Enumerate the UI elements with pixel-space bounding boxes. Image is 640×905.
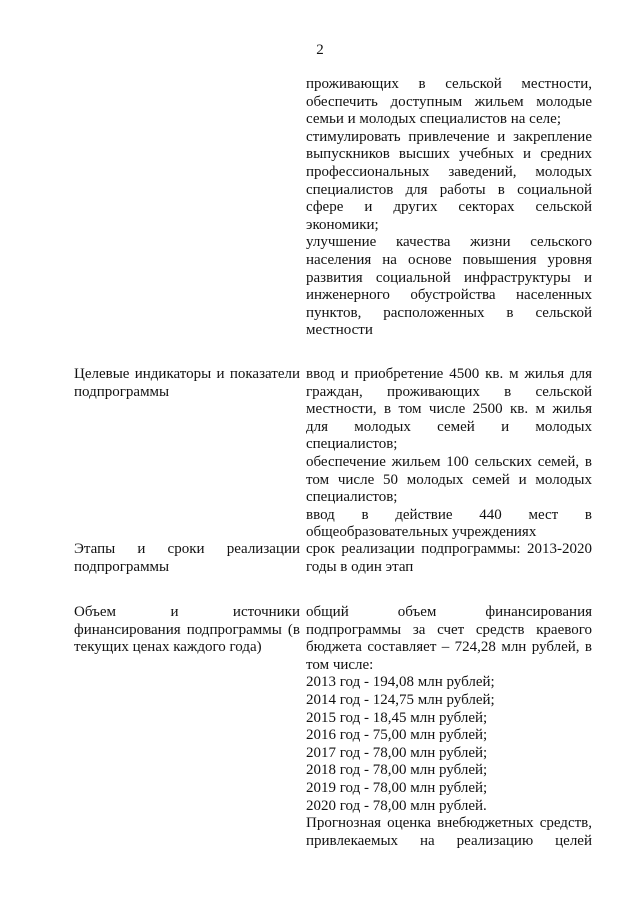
text-line: общий объем финансирования xyxy=(306,604,592,620)
text-line: населения на основе повышения уровня xyxy=(306,251,592,268)
text-line: ввод и приобретение 4500 кв. м жилья для xyxy=(306,366,592,382)
text-line: бюджета составляет – 724,28 млн рублей, в xyxy=(306,639,592,656)
text-line: Объем и источники xyxy=(74,604,300,620)
text-line: выпускников высших учебных и средних xyxy=(306,146,592,163)
text-line: 2019 год - 78,00 млн рублей; xyxy=(306,779,488,796)
text-line: для молодых семей и молодых xyxy=(306,418,592,435)
text-line: ввод в действие 440 мест в xyxy=(306,506,592,523)
text-line: текущих ценах каждого года) xyxy=(74,639,262,656)
text-line: 2015 год - 18,45 млн рублей; xyxy=(306,709,488,726)
goals-continuation xyxy=(306,76,592,340)
text-line: местности, в том числе 2500 кв. м жилья xyxy=(306,401,592,418)
funding-value xyxy=(306,604,592,850)
text-line: семьи и молодых специалистов на селе; xyxy=(306,111,561,128)
text-line: сфере и других секторах сельской xyxy=(306,199,592,216)
text-line: профессиональных заведений, молодых xyxy=(306,163,592,180)
text-line: срок реализации подпрограммы: 2013-2020 xyxy=(306,541,592,557)
indicators-value xyxy=(306,366,592,542)
text-line: финансирования подпрограммы (в xyxy=(74,621,300,638)
text-line: 2014 год - 124,75 млн рублей; xyxy=(306,691,495,708)
text-line: Этапы и сроки реализации xyxy=(74,541,300,557)
text-line: местности xyxy=(306,322,373,339)
text-line: специалистов для работы в социальной xyxy=(306,181,592,198)
stages-label xyxy=(74,541,300,576)
funding-label xyxy=(74,604,300,657)
text-line: общеобразовательных учреждениях xyxy=(306,524,537,541)
text-line: 2013 год - 194,08 млн рублей; xyxy=(306,674,495,691)
text-line: 2017 год - 78,00 млн рублей; xyxy=(306,744,488,761)
page-number: 2 xyxy=(316,42,324,58)
text-line: 2018 год - 78,00 млн рублей; xyxy=(306,762,488,779)
text-line: проживающих в сельской местности, xyxy=(306,76,592,92)
text-line: улучшение качества жизни сельского xyxy=(306,234,592,251)
text-line: Прогнозная оценка внебюджетных средств, xyxy=(306,815,592,832)
text-line: стимулировать привлечение и закрепление xyxy=(306,128,592,145)
text-line: 2016 год - 75,00 млн рублей; xyxy=(306,727,488,744)
text-line: обеспечение жильем 100 сельских семей, в xyxy=(306,453,592,470)
text-line: развития социальной инфраструктуры и xyxy=(306,269,592,286)
stages-value xyxy=(306,541,592,576)
text-line: инженерного обустройства населенных xyxy=(306,287,592,304)
text-line: подпрограммы xyxy=(74,383,170,400)
text-line: Целевые индикаторы и показатели xyxy=(74,366,300,382)
text-line: пунктов, расположенных в сельской xyxy=(306,304,592,321)
text-line: специалистов; xyxy=(306,489,398,506)
text-line: обеспечить доступным жильем молодые xyxy=(306,93,592,110)
text-line: специалистов; xyxy=(306,436,398,453)
text-line: экономики; xyxy=(306,216,379,233)
text-line: 2020 год - 78,00 млн рублей. xyxy=(306,797,487,814)
indicators-label xyxy=(74,366,300,401)
text-line: граждан, проживающих в сельской xyxy=(306,383,592,400)
text-line: подпрограммы xyxy=(74,558,170,575)
text-line: том числе: xyxy=(306,656,374,673)
text-line: годы в один этап xyxy=(306,558,414,575)
text-line: привлекаемых на реализацию целей xyxy=(306,832,592,849)
text-line: том числе 50 молодых семей и молодых xyxy=(306,471,592,488)
text-line: подпрограммы за счет средств краевого xyxy=(306,621,592,638)
